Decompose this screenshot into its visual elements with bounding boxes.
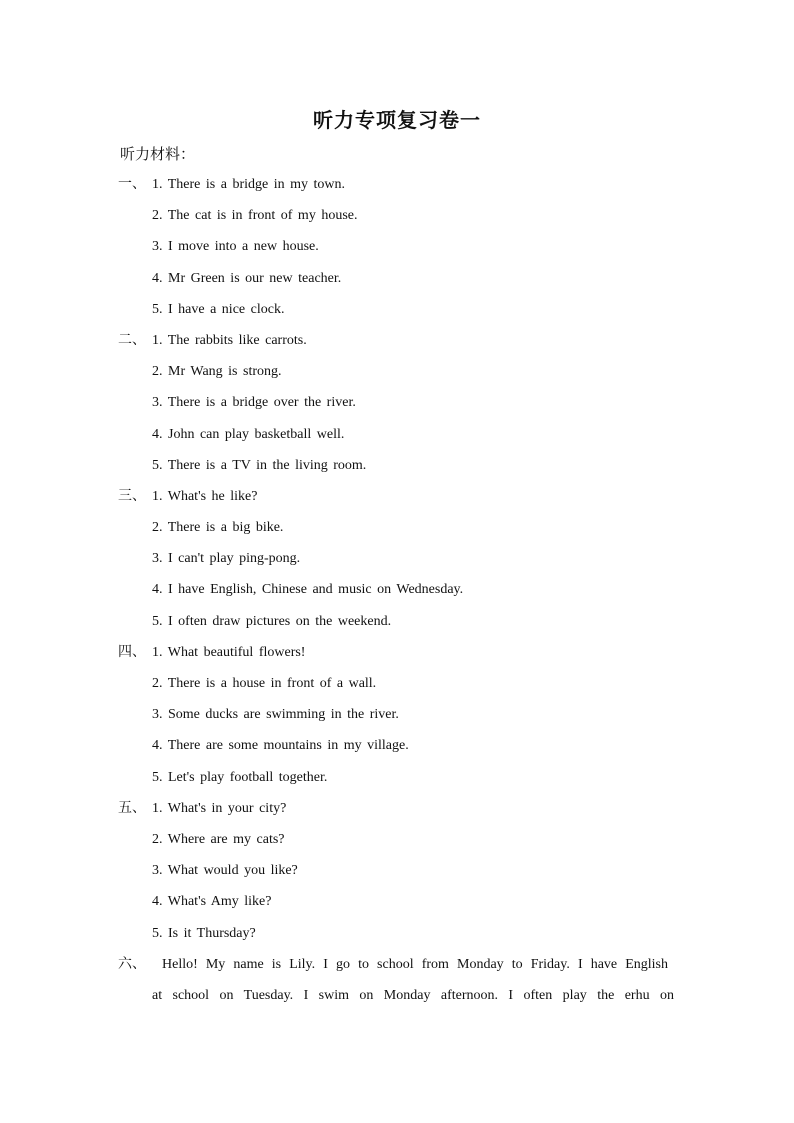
section-label: 三、 bbox=[118, 487, 146, 504]
list-item bbox=[0, 200, 794, 231]
list-item bbox=[0, 606, 794, 637]
sentence: 5. I have a nice clock. bbox=[152, 301, 285, 317]
paragraph-line bbox=[0, 949, 794, 980]
list-item bbox=[0, 512, 794, 543]
sentence: 5. Let's play football together. bbox=[152, 769, 328, 785]
paragraph-line bbox=[0, 980, 794, 1011]
sentence: 2. There is a big bike. bbox=[152, 520, 284, 536]
sentence: 4. Mr Green is our new teacher. bbox=[152, 270, 342, 286]
list-item bbox=[0, 886, 794, 917]
sentence: 4. What's Amy like? bbox=[152, 894, 272, 910]
sentence: 3. Some ducks are swimming in the river. bbox=[152, 707, 399, 723]
list-item bbox=[0, 169, 794, 200]
sentence: 1. What's in your city? bbox=[152, 800, 287, 816]
sentence: 3. There is a bridge over the river. bbox=[152, 395, 356, 411]
sentence: 4. John can play basketball well. bbox=[152, 426, 345, 442]
list-item bbox=[0, 231, 794, 262]
list-item bbox=[0, 574, 794, 605]
sentence: 5. I often draw pictures on the weekend. bbox=[152, 613, 392, 629]
list-item bbox=[0, 450, 794, 481]
section-label: 四、 bbox=[118, 643, 146, 660]
list-item bbox=[0, 637, 794, 668]
list-item bbox=[0, 762, 794, 793]
section-label: 五、 bbox=[118, 799, 146, 816]
list-item bbox=[0, 419, 794, 450]
list-item bbox=[0, 668, 794, 699]
page-title: 听力专项复习卷一 bbox=[313, 108, 481, 132]
list-item bbox=[0, 294, 794, 325]
sentence: 5. There is a TV in the living room. bbox=[152, 457, 367, 473]
sentence: 1. There is a bridge in my town. bbox=[152, 177, 345, 192]
sentence: 3. I can't play ping-pong. bbox=[152, 551, 301, 567]
list-item bbox=[0, 730, 794, 761]
section-label: 二、 bbox=[118, 331, 146, 348]
list-item bbox=[0, 699, 794, 730]
list-item bbox=[0, 356, 794, 387]
sentence: 1. What's he like? bbox=[152, 488, 258, 504]
list-item bbox=[0, 918, 794, 949]
list-item bbox=[0, 543, 794, 574]
sentence: 2. The cat is in front of my house. bbox=[152, 208, 358, 224]
list-item bbox=[0, 824, 794, 855]
list-item bbox=[0, 855, 794, 886]
sentence: 2. There is a house in front of a wall. bbox=[152, 676, 377, 691]
sentence: 3. What would you like? bbox=[152, 863, 298, 879]
list-item bbox=[0, 481, 794, 512]
intro-label: 听力材料： bbox=[120, 145, 196, 163]
sentence: 4. There are some mountains in my village. bbox=[152, 738, 409, 754]
sentence: 2. Mr Wang is strong. bbox=[152, 364, 282, 380]
section-label: 一、 bbox=[118, 176, 146, 192]
sentence: 1. What beautiful flowers! bbox=[152, 644, 306, 660]
sentence: 4. I have English, Chinese and music on Wednesday. bbox=[152, 582, 464, 598]
list-item bbox=[0, 793, 794, 824]
list-item bbox=[0, 325, 794, 356]
listening-lines bbox=[0, 169, 794, 1011]
paragraph-text: at school on Tuesday. I swim on Monday afternoon. I often play the erhu on bbox=[152, 987, 674, 1003]
sentence: 2. Where are my cats? bbox=[152, 831, 285, 847]
section-label: 六、 bbox=[118, 955, 146, 972]
sentence: 1. The rabbits like carrots. bbox=[152, 332, 307, 348]
sentence: 3. I move into a new house. bbox=[152, 239, 319, 255]
list-item bbox=[0, 387, 794, 418]
sentence: 5. Is it Thursday? bbox=[152, 925, 256, 941]
paragraph-text: Hello! My name is Lily. I go to school from Monday to Friday. I have English bbox=[162, 956, 668, 972]
list-item bbox=[0, 263, 794, 294]
